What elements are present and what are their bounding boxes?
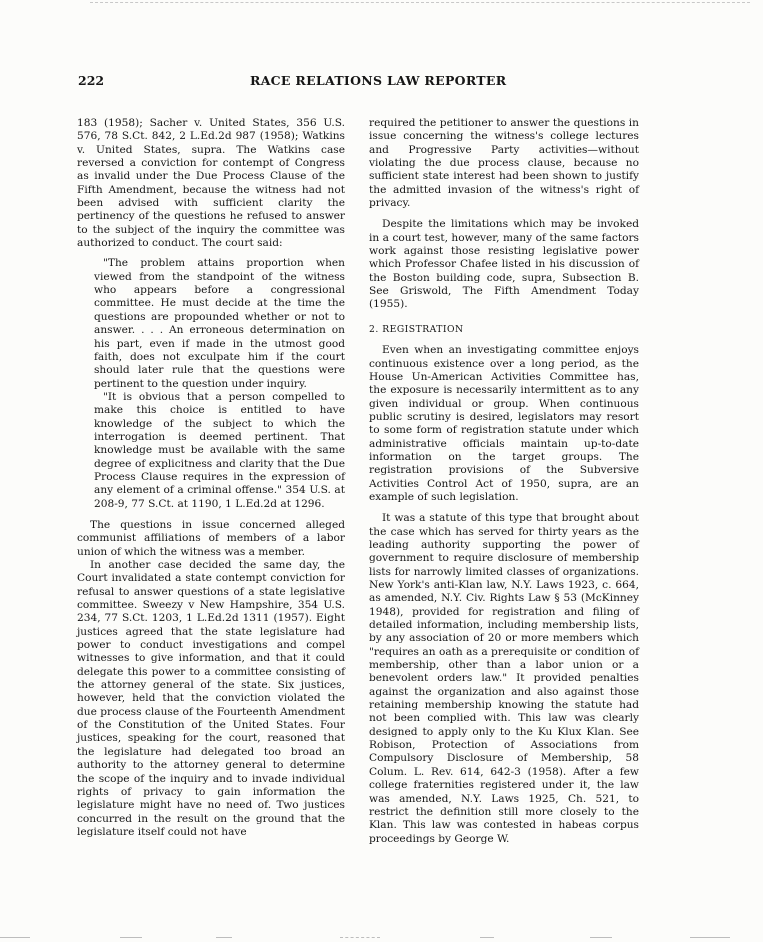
left-paragraph-2: The questions in issue concerned alleged communist affiliations of members of a labor union of which the witness was a member. <box>77 518 345 558</box>
scan-mark <box>216 937 232 938</box>
section-title: REGISTRATION <box>382 323 464 335</box>
scan-mark <box>340 937 380 938</box>
scan-mark <box>480 937 494 938</box>
right-paragraph-3: Even when an investigating committee enjoys continuous existence over a long period, as the House Un-American Activities Committee has, the exposure is necessarily intermittent as to any given individual or group. When continuous public scrutiny is desired, legislators may resort to some form of registration statute under which administrative officials maintain up-to-date information on the target groups. The registration provisions of the Subversive Activities Control Act of 1950, supra, are an example of such legislation. <box>369 344 639 503</box>
page-header <box>78 73 638 91</box>
bottom-scan-marks <box>0 935 763 941</box>
right-paragraph-4: It was a statute of this type that brought about the case which has served for thirty years as the leading authority supporting the power of government to require disclosure of membership lists for narrowly limited classes of organizations. New York's anti-Klan law, N.Y. Laws 1923, c. 664, as amended, N.Y. Civ. Rights Law § 53 (McKinney 1948), provided for registration and filing of detailed information, including membership lists, by any association of 20 or more members which "requires an oath as a prerequisite or condition of membership, other than a labor union or a benevolent orders law." It provided penalties against the organization and also against those retaining membership knowing the statute had not been complied with. This law was clearly designed to apply only to the Ku Klux Klan. See Robison, Protection of Associations from Compulsory Disclosure of Membership, 58 Colum. L. Rev. 614, 642-3 (1958). After a few college fraternities registered under it, the law was amended, N.Y. Laws 1925, Ch. 521, to restrict the definition still more closely to the Klan. This law was contested in habeas corpus proceedings by George W. <box>369 512 639 845</box>
right-paragraph-2: Despite the limitations which may be invoked in a court test, however, many of the same factors work against those resisting legislative power which Professor Chafee listed in his discussion of the Boston building code, supra, Subsection B. See Griswold, The Fifth Amendment Today (1955). <box>369 218 639 311</box>
scan-mark <box>590 937 612 938</box>
quote-paragraph-2: "It is obvious that a person compelled to make this choice is entitled to have knowledge of the subject to which the interrogation is deemed pertinent. That knowledge must be available with the same degree of explicitness and clarity that the Due Process Clause requires in the expression of any element of a criminal offense." 354 U.S. at 208-9, 77 S.Ct. at 1190, 1 L.Ed.2d at 1296. <box>94 390 345 510</box>
scan-mark <box>120 937 142 938</box>
journal-title: RACE RELATIONS LAW REPORTER <box>250 73 507 88</box>
page-number: 222 <box>78 73 105 88</box>
block-quote <box>94 257 345 511</box>
section-heading <box>369 323 639 336</box>
section-number: 2. <box>369 323 379 335</box>
left-paragraph-1: 183 (1958); Sacher v. United States, 356 U.S. 576, 78 S.Ct. 842, 2 L.Ed.2d 987 (1958); Watkins v. United States, supra. The Watkins case reversed a conviction for contempt of Congress as invalid under the Due Process Clause of the Fifth Amendment, because the witness had not been advised with sufficient clarity the pertinency of the questions he refused to answer to the subject of the inquiry the committee was authorized to conduct. The court said: <box>77 117 345 250</box>
left-column <box>77 117 345 839</box>
left-paragraph-3: In another case decided the same day, the Court invalidated a state contempt conviction for refusal to answer questions of a state legislative committee. Sweezy v New Hampshire, 354 U.S. 234, 77 S.Ct. 1203, 1 L.Ed.2d 1311 (1957). Eight justices agreed that the state legislature had power to conduct investigations and compel witnesses to give information, and that it could delegate this power to a committee consisting of the attorney general of the state. Six justices, however, held that the conviction violated the due process clause of the Fourteenth Amendment of the Constitution of the United States. Four justices, speaking for the court, reasoned that the legislature had delegated too broad an authority to the attorney general to determine the scope of the inquiry and to invade individual rights of privacy to gain information the legislature might have no need of. Two justices concurred in the result on the ground that the legislature itself could not have <box>77 559 345 838</box>
scan-mark <box>690 937 730 938</box>
right-paragraph-1: required the petitioner to answer the questions in issue concerning the witness's college lectures and Progressive Party activities—without violating the due process clause, because no sufficient state interest had been shown to justify the admitted invasion of the witness's right of privacy. <box>369 117 639 210</box>
right-column <box>369 117 639 846</box>
quote-paragraph-1: "The problem attains proportion when viewed from the standpoint of the witness who appears before a congressional committee. He must decide at the time the questions are propounded whether or not to answer. . . . An erroneous determination on his part, even if made in the utmost good faith, does not exculpate him if the court should later rule that the questions were pertinent to the question under inquiry. <box>94 257 345 390</box>
top-edge-dashed-line <box>90 2 750 3</box>
scan-mark <box>0 937 30 938</box>
